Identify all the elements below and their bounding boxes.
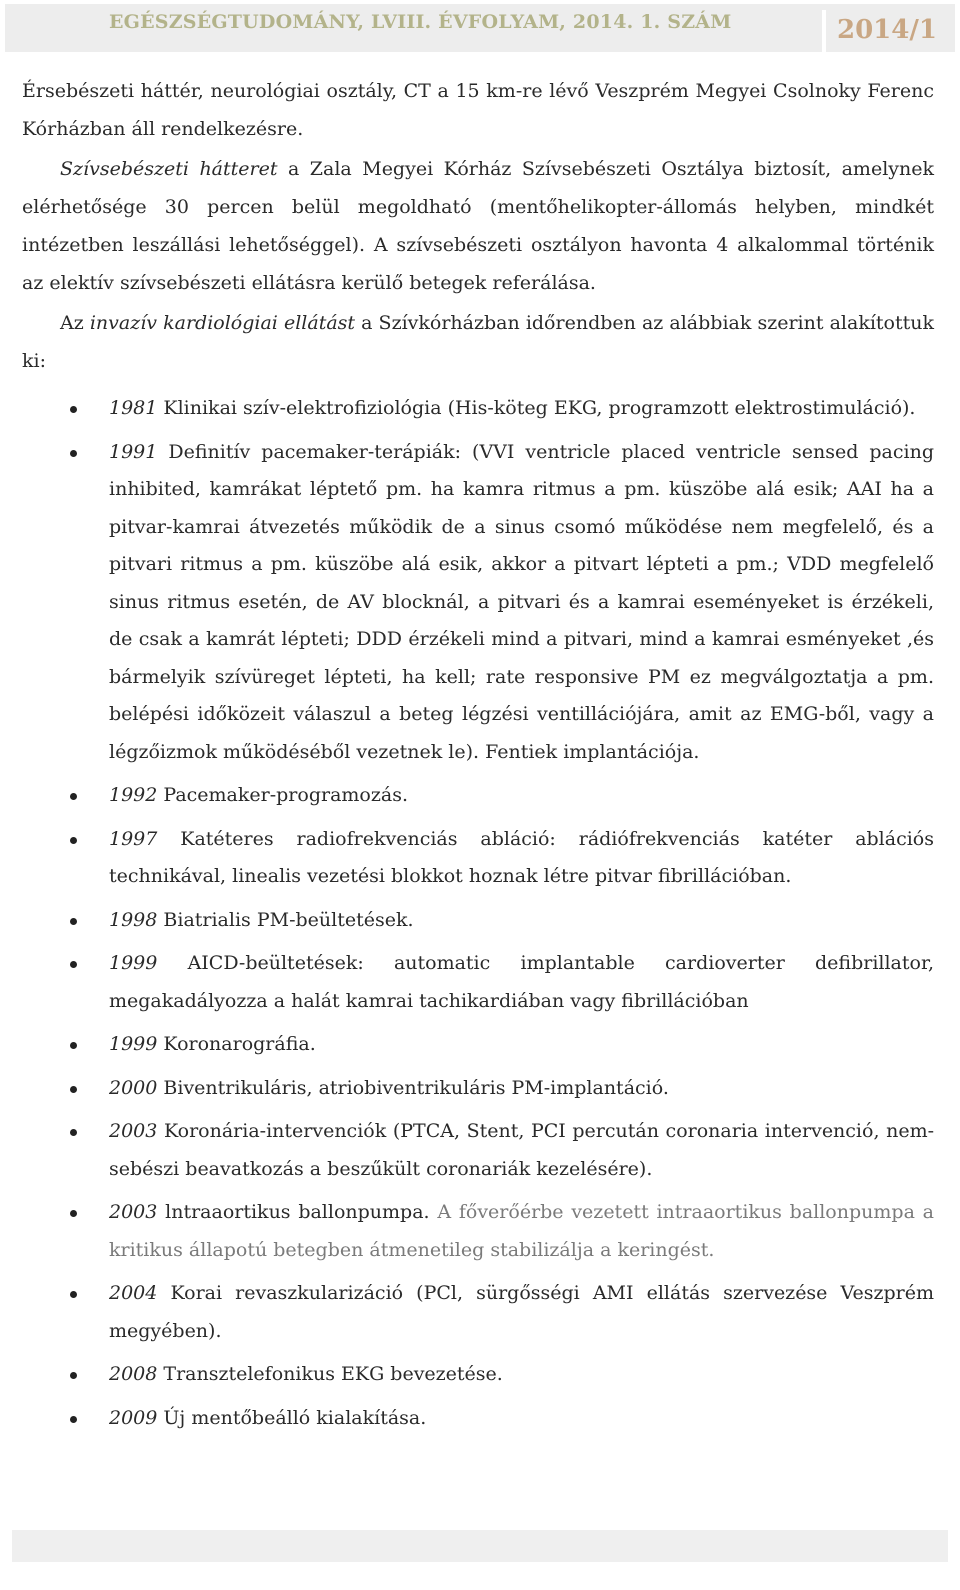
timeline-item xyxy=(22,1194,934,1269)
timeline-item xyxy=(22,1026,934,1064)
timeline-item xyxy=(22,434,934,772)
bullet-icon xyxy=(70,450,77,457)
timeline-year: 2000 xyxy=(109,1076,158,1099)
page-header xyxy=(5,4,955,52)
timeline-item xyxy=(22,821,934,896)
header-divider xyxy=(822,10,826,52)
timeline-item xyxy=(22,1070,934,1108)
timeline-text: AICD-beültetések: automatic implantable cardioverter defibrillator, megakadályozza a halát kamrai tachikardiában vagy fibrillációban xyxy=(109,952,934,1012)
timeline-text: lntraaortikus ballonpumpa. xyxy=(157,1201,438,1223)
timeline-year: 1998 xyxy=(109,908,158,931)
bullet-icon xyxy=(70,837,77,844)
timeline-item xyxy=(22,390,934,428)
timeline-text: Új mentőbeálló kialakítása. xyxy=(157,1406,427,1429)
article-body xyxy=(22,72,934,1443)
timeline-text: Katéteres radiofrekvenciás abláció: rádiófrekvenciás katéter ablációs technikával, linealis vezetési blokkot hoznak létre pitvar fibrillációban. xyxy=(109,827,934,887)
paragraph-text: a Zala Megyei Kórház Szívsebészeti Osztálya biztosít, amelynek elérhetősége 30 percen belül megoldható (mentőhelikopter-állomás helyben, mindkét intézetben leszállási lehetőséggel). A szívsebészeti osztályon havonta 4 alkalommal történik az elektív szívsebészeti ellátásra kerülő betegek referálása. xyxy=(22,158,934,294)
timeline-text: Koronária-intervenciók (PTCA, Stent, PCI percután coronaria intervenció, nem-sebészi beavatkozás a beszűkült coronariák kezelésére). xyxy=(109,1120,934,1180)
timeline-year: 1999 xyxy=(109,952,158,974)
timeline-item xyxy=(22,902,934,940)
timeline-year: 1991 xyxy=(109,440,158,463)
timeline-item xyxy=(22,1400,934,1438)
timeline-item xyxy=(22,945,934,1020)
timeline-year: 1992 xyxy=(109,784,158,806)
timeline-year: 2003 xyxy=(109,1120,158,1142)
timeline-text: Transztelefonikus EKG bevezetése. xyxy=(157,1363,503,1385)
bullet-icon xyxy=(70,1291,77,1298)
timeline-text: Korai revaszkularizáció (PCl, sürgősségi AMI ellátás szervezése Veszprém megyében). xyxy=(109,1282,934,1342)
timeline-text: Pacemaker-programozás. xyxy=(157,784,408,806)
emphasis-text: invazív kardiológiai ellátást xyxy=(89,312,356,334)
timeline-item xyxy=(22,1275,934,1350)
emphasis-text: Szívsebészeti hátteret xyxy=(60,158,278,180)
issue-number: 2014/1 xyxy=(837,15,937,45)
timeline-text: Koronarográfia. xyxy=(157,1033,316,1055)
paragraph-invasive-cardiology xyxy=(22,304,934,380)
paragraph-text: Az xyxy=(60,312,90,334)
timeline-text: Biatrialis PM-beültetések. xyxy=(157,908,414,931)
timeline-year: 1997 xyxy=(109,827,158,850)
timeline-year: 2009 xyxy=(109,1406,158,1429)
bullet-icon xyxy=(70,1086,77,1093)
timeline-text: Klinikai szív-elektrofiziológia (His-köteg EKG, programzott elektrostimuláció). xyxy=(157,397,916,419)
bullet-icon xyxy=(70,1129,77,1136)
timeline-item xyxy=(22,1113,934,1188)
timeline-year: 1999 xyxy=(109,1033,158,1055)
paragraph-background xyxy=(22,72,934,148)
timeline-item xyxy=(22,777,934,815)
timeline-list xyxy=(22,390,934,1437)
bullet-icon xyxy=(70,918,77,925)
page-footer xyxy=(12,1530,948,1562)
timeline-text: Definitív pacemaker-terápiák: (VVI ventricle placed ventricle sensed pacing inhibited, kamrákat léptető pm. ha kamra ritmus a pm. küszöbe alá esik; AAI ha a pitvar-kamrai átvezetés működik de a sinus csomó működése nem megfelelő, és a pitvari ritmus a pm. küszöbe alá esik, akkor a pitvart lépteti a pm.; VDD megfelelő sinus ritmus esetén, de AV blocknál, a pitvari és a kamrai eseményeket is érzékeli, de csak a kamrát lépteti; DDD érzékeli mind a pitvari, mind a kamrai esményeket ,és bármelyik szívüreget lépteti, ha kell; rate responsive PM ez megválgoztatja a pm. belépési időközeit válaszul a beteg légzési ventillációjára, amit az EMG-ből, vagy a légzőizmok működéséből vezetnek le). Fentiek implantációja. xyxy=(109,440,934,763)
paragraph-text: Érsebészeti háttér, neurológiai osztály, CT a 15 km-re lévő Veszprém Megyei Csolnoky Ferenc Kórházban áll rendelkezésre. xyxy=(22,80,934,140)
journal-title: EGÉSZSÉGTUDOMÁNY, LVIII. ÉVFOLYAM, 2014. 1. SZÁM xyxy=(109,11,732,33)
bullet-icon xyxy=(70,1372,77,1379)
bullet-icon xyxy=(70,1416,77,1423)
paragraph-cardiac-surgery xyxy=(22,150,934,302)
paragraph-text: a Szívkórházban időrendben az alábbiak szerint alakítottuk ki: xyxy=(22,312,934,372)
timeline-year: 2003 xyxy=(109,1201,158,1223)
bullet-icon xyxy=(70,406,77,413)
bullet-icon xyxy=(70,1042,77,1049)
timeline-year: 2004 xyxy=(109,1282,158,1304)
bullet-icon xyxy=(70,1210,77,1217)
timeline-item xyxy=(22,1356,934,1394)
timeline-text: Biventrikuláris, atriobiventrikuláris PM-implantáció. xyxy=(157,1076,669,1099)
bullet-icon xyxy=(70,961,77,968)
timeline-year: 1981 xyxy=(109,397,158,419)
timeline-year: 2008 xyxy=(109,1363,158,1385)
timeline-note: A főverőérbe vezetett intraaortikus ballonpumpa a kritikus állapotú betegben átmenetileg stabilizálja a keringést. xyxy=(109,1201,934,1261)
bullet-icon xyxy=(70,793,77,800)
